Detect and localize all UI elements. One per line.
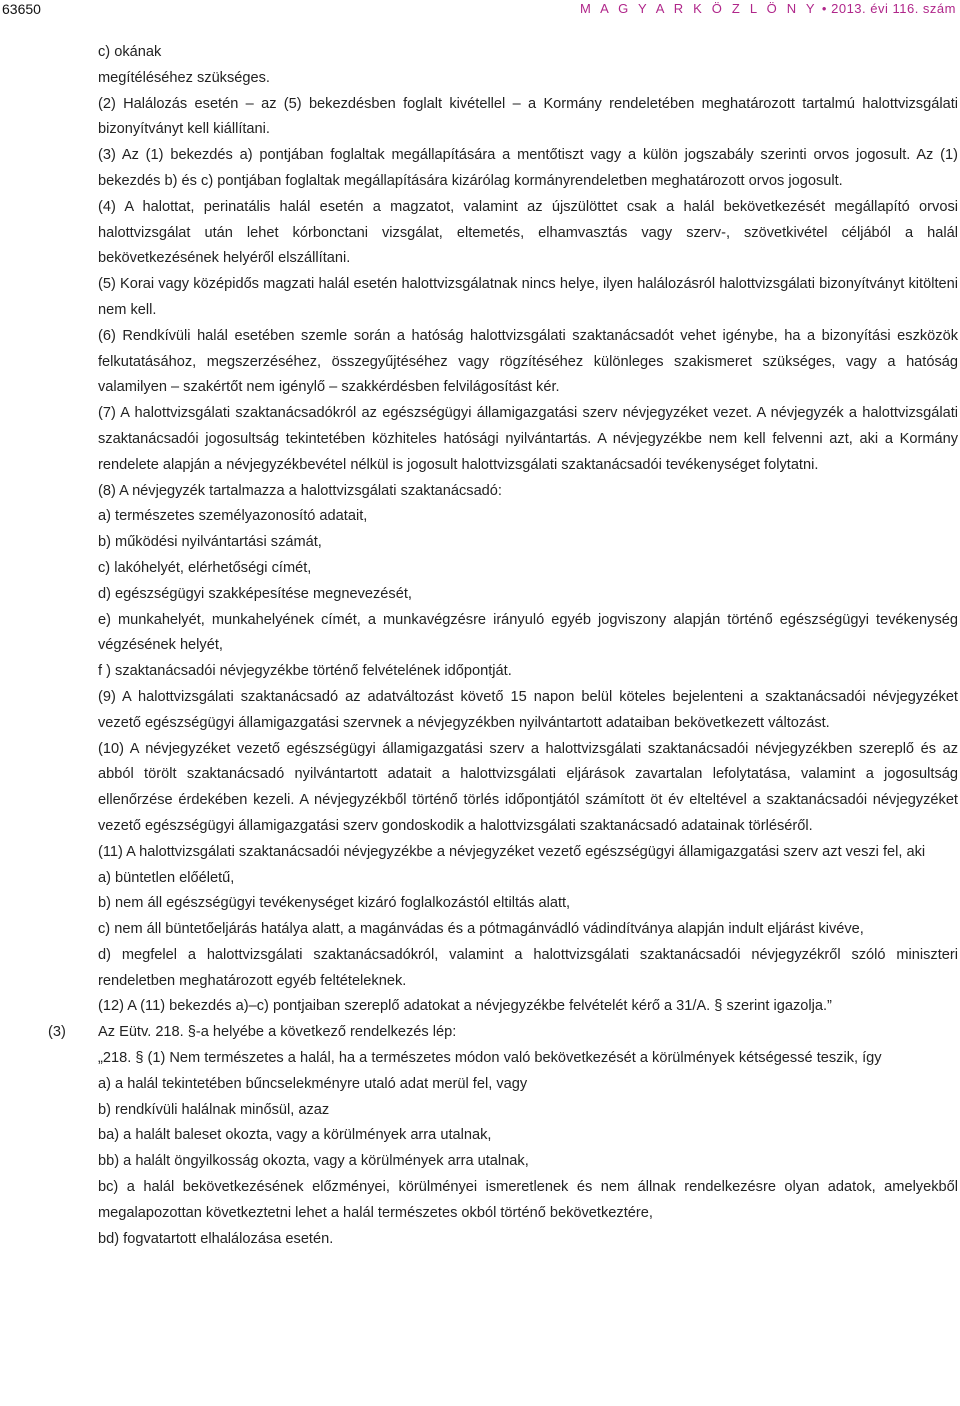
paragraph: (11) A halottvizsgálati szaktanácsadói névjegyzékbe a névjegyzéket vezető egészségügyi államigazgatási szerv azt veszi fel, aki (98, 843, 926, 860)
list-item: b) működési nyilvántartási számát, (98, 534, 322, 551)
page-header (0, 0, 960, 20)
paragraph: (3) Az (1) bekezdés a) pontjában foglaltak megállapítására a mentőtiszt vagy a külön jogszabály szerinti orvos jogosult. Az (1) bekezdés b) és c) pontjában foglaltak megállapítására kizárólag kormányrendeletben meghatározott orvos jogosult. (98, 147, 958, 189)
list-item: b) rendkívüli halálnak minősül, azaz (98, 1101, 330, 1118)
paragraph: (5) Korai vagy középidős magzati halál esetén halottvizsgálatnak nincs helye, ilyen halálozásról halottvizsgálati bizonyítványt kitölteni nem kell. (98, 276, 958, 318)
document-body (48, 40, 958, 1252)
journal-title (580, 0, 956, 18)
journal-name: M A G Y A R K Ö Z L Ö N Y (580, 1, 818, 16)
list-item: d) egészségügyi szakképesítése megnevezését, (98, 585, 412, 602)
paragraph: (2) Halálozás esetén – az (5) bekezdésben foglalt kivétellel – a Kormány rendeletében meghatározott tartalmú halottvizsgálati bizonyítványt kell kiállítani. (98, 95, 958, 138)
paragraph: (6) Rendkívüli halál esetében szemle során a hatóság halottvizsgálati szaktanácsadót vehet igénybe, ha a bizonyítási eszközök felkutatásához, megszerzéséhez, összegyűjtéséhez vagy rögzítéséhez különleges szakismeret szükséges, vagy a hatóság valamilyen – szakértőt nem igénylő – szakkérdésben felvilágosítást kér. (98, 327, 958, 396)
list-item: a) büntetlen előéletű, (98, 869, 235, 886)
section-marker: (3) (48, 1024, 66, 1041)
list-item: a) természetes személyazonosító adatait, (98, 508, 368, 525)
list-item: d) megfelel a halottvizsgálati szaktanácsadókról, valamint a halottvizsgálati szaktanácsadói névjegyzékről szóló miniszteri rendeletben meghatározott egyéb feltételeknek. (98, 946, 958, 989)
list-item: f ) szaktanácsadói névjegyzékbe történő felvételének időpontját. (98, 663, 512, 680)
list-item: bb) a halált öngyilkosság okozta, vagy a körülmények arra utalnak, (98, 1153, 529, 1170)
paragraph: (8) A névjegyzék tartalmazza a halottvizsgálati szaktanácsadó: (98, 482, 502, 499)
list-item: e) munkahelyét, munkahelyének címét, a munkavégzésre irányuló egyéb jogviszony alapján történő egészségügyi tevékenység végzésének helyét, (98, 611, 958, 654)
paragraph: megítéléséhez szükséges. (98, 69, 270, 86)
list-item: a) a halál tekintetében bűncselekményre utaló adat merül fel, vagy (98, 1075, 528, 1092)
paragraph: „218. § (1) Nem természetes a halál, ha a természetes módon való bekövetkezését a körülmények kétségessé teszik, így (98, 1050, 882, 1067)
paragraph: (9) A halottvizsgálati szaktanácsadó az adatváltozást követő 15 napon belül köteles bejelenteni a szaktanácsadói névjegyzéket vezető egészségügyi államigazgatási szervnek a névjegyzékben nyilvántartott adataiban bekövetkezett változást. (98, 688, 958, 731)
paragraph: (7) A halottvizsgálati szaktanácsadókról az egészségügyi államigazgatási szerv névjegyzéket vezet. A névjegyzék a halottvizsgálati szaktanácsadói jogosultság tekintetében közhiteles hatósági nyilvántartás. A névjegyzékbe nem kell felvenni azt, aki a Kormány rendelete alapján a névjegyzékbevétel nélkül is jogosult halottvizsgálati szaktanácsadói tevékenységet folytatni. (98, 405, 958, 473)
separator-bullet: • (821, 1, 827, 16)
paragraph: c) okának (98, 44, 162, 60)
paragraph: (4) A halottat, perinatális halál esetén a magzatot, valamint az újszülöttet csak a halál bekövetkezését megállapító orvosi halottvizsgálat után lehet kórbonctani vizsgálat, eltemetés, elhamvasztás vagy szerv-, szövetkivétel céljából a halál bekövetkezésének helyéről elszállítani. (98, 198, 958, 267)
issue-label: 2013. évi 116. szám (831, 1, 956, 16)
list-item: c) lakóhelyét, elérhetőségi címét, (98, 559, 312, 576)
list-item: c) nem áll büntetőeljárás hatálya alatt, a magánvádas és a pótmagánvádló vádindítványa alapján indult eljárást kivéve, (98, 921, 864, 938)
section-intro: Az Eütv. 218. §-a helyébe a következő rendelkezés lép: (98, 1024, 457, 1041)
list-item: bc) a halál bekövetkezésének előzményei, körülményei ismeretlenek és nem állnak rendelkezésre olyan adatok, amelyekből megalapozottan következtetni lehet a halál természetes okból történő bekövetkeztére, (98, 1179, 958, 1221)
list-item: b) nem áll egészségügyi tevékenységet kizáró foglalkozástól eltiltás alatt, (98, 895, 571, 912)
list-item: ba) a halált baleset okozta, vagy a körülmények arra utalnak, (98, 1127, 492, 1144)
page-number: 63650 (2, 1, 41, 17)
amendment-section (48, 1020, 958, 1046)
list-item: bd) fogvatartott elhalálozása esetén. (98, 1230, 334, 1247)
paragraph: (12) A (11) bekezdés a)–c) pontjaiban szereplő adatokat a névjegyzékbe felvételét kérő a 31/A. § szerint igazolja.” (98, 998, 832, 1015)
paragraph: (10) A névjegyzéket vezető egészségügyi államigazgatási szerv a halottvizsgálati szaktanácsadói névjegyzékben szereplő és az abból törölt szaktanácsadó nyilvántartott adatait a halottvizsgálati eljárások zavartalan lefolytatása, valamint a jogosultság ellenőrzése érdekében kezeli. A névjegyzékből történő törlés időpontjától számított öt év elteltével a szaktanácsadói névjegyzéket vezető egészségügyi államigazgatási szerv gondoskodik a halottvizsgálati szaktanácsadó adatainak törléséről. (98, 740, 958, 834)
